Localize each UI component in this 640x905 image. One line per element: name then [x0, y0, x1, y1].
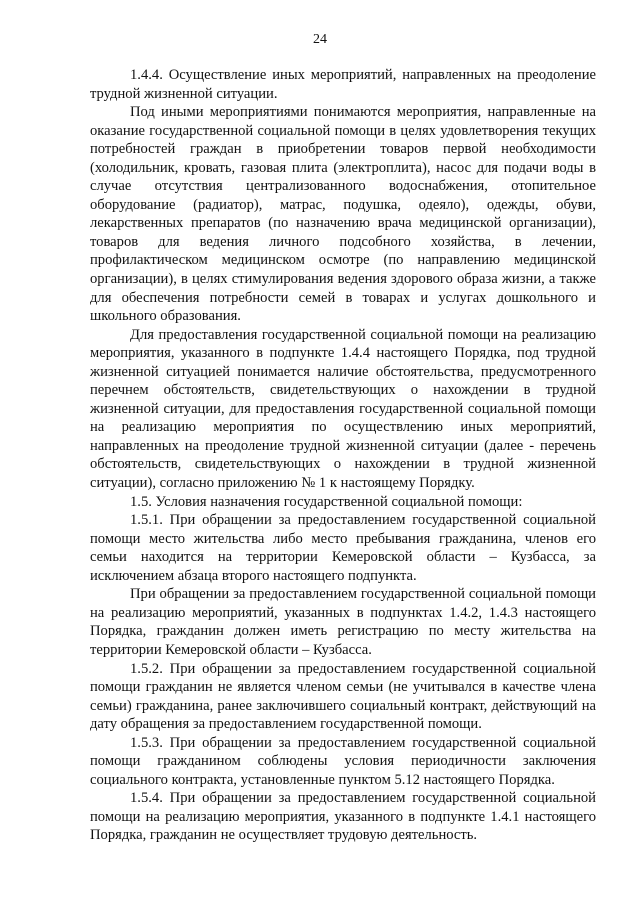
page-number: 24 — [313, 32, 327, 47]
document-body — [90, 66, 596, 845]
paragraph-1-4-4-heading: 1.4.4. Осуществление иных мероприятий, направленных на преодоление трудной жизненной ситуации. — [90, 67, 596, 102]
paragraph-1-5-heading: 1.5. Условия назначения государственной социальной помощи: — [130, 493, 523, 510]
paragraph-1-5-4: 1.5.4. При обращении за предоставлением государственной социальной помощи на реализацию мероприятия, указанного в подпункте 1.4.1 настоящего Порядка, гражданин не осуществляет трудовую деятельность. — [90, 790, 596, 844]
paragraph-other-measures-definition: Под иными мероприятиями понимаются мероприятия, направленные на оказание государственной социальной помощи в целях удовлетворения текущих потребностей граждан в приобретении товаров первой необходимости (холодильник, кровать, газовая плита (электроплита), насос для подачи воды в случае отсутствия централизованного водоснабжения, отопительное оборудование (радиатор), матрас, подушка, одеяло), одежды, обуви, лекарственных препаратов (по назначению врача медицинской организации), товаров для ведения личного подсобного хозяйства, в лечении, профилактическом медицинском осмотре (по направлению медицинской организации), в целях стимулирования ведения здорового образа жизни, а также для обеспечения потребности семей в товарах и услугах дошкольного и школьного образования. — [90, 104, 596, 325]
paragraph-1-5-1: 1.5.1. При обращении за предоставлением государственной социальной помощи место жительства либо место пребывания гражданина, членов его семьи находится на территории Кемеровской области – Кузбасса, за исключением абзаца второго настоящего подпункта. — [90, 512, 596, 584]
paragraph-difficult-situation-definition: Для предоставления государственной социальной помощи на реализацию мероприятия, указанного в подпункте 1.4.4 настоящего Порядка, под трудной жизненной ситуацией понимается наличие обстоятельства, предусмотренного перечнем обстоятельств, свидетельствующих о нахождении в трудной жизненной ситуации, для предоставления государственной социальной помощи на реализацию мероприятия по осуществлению иных мероприятий, направленных на преодоление трудной жизненной ситуации (далее - перечень обстоятельств, свидетельствующих о нахождении в трудной жизненной ситуации), согласно приложению № 1 к настоящему Порядку. — [90, 326, 596, 492]
paragraph-1-5-1-second: При обращении за предоставлением государственной социальной помощи на реализацию мероприятий, указанных в подпунктах 1.4.2, 1.4.3 настоящего Порядка, гражданин должен иметь регистрацию по месту жительства на территории Кемеровской области – Кузбасса. — [90, 586, 596, 658]
paragraph-1-5-3: 1.5.3. При обращении за предоставлением государственной социальной помощи гражданином соблюдены условия периодичности заключения социального контракта, установленные пунктом 5.12 настоящего Порядка. — [90, 734, 596, 788]
paragraph-1-5-2: 1.5.2. При обращении за предоставлением государственной социальной помощи гражданин не является членом семьи (не учитывался в качестве члена семьи) гражданина, ранее заключившего социальный контракт, действующий на дату обращения за предоставлением государственной помощи. — [90, 660, 596, 733]
